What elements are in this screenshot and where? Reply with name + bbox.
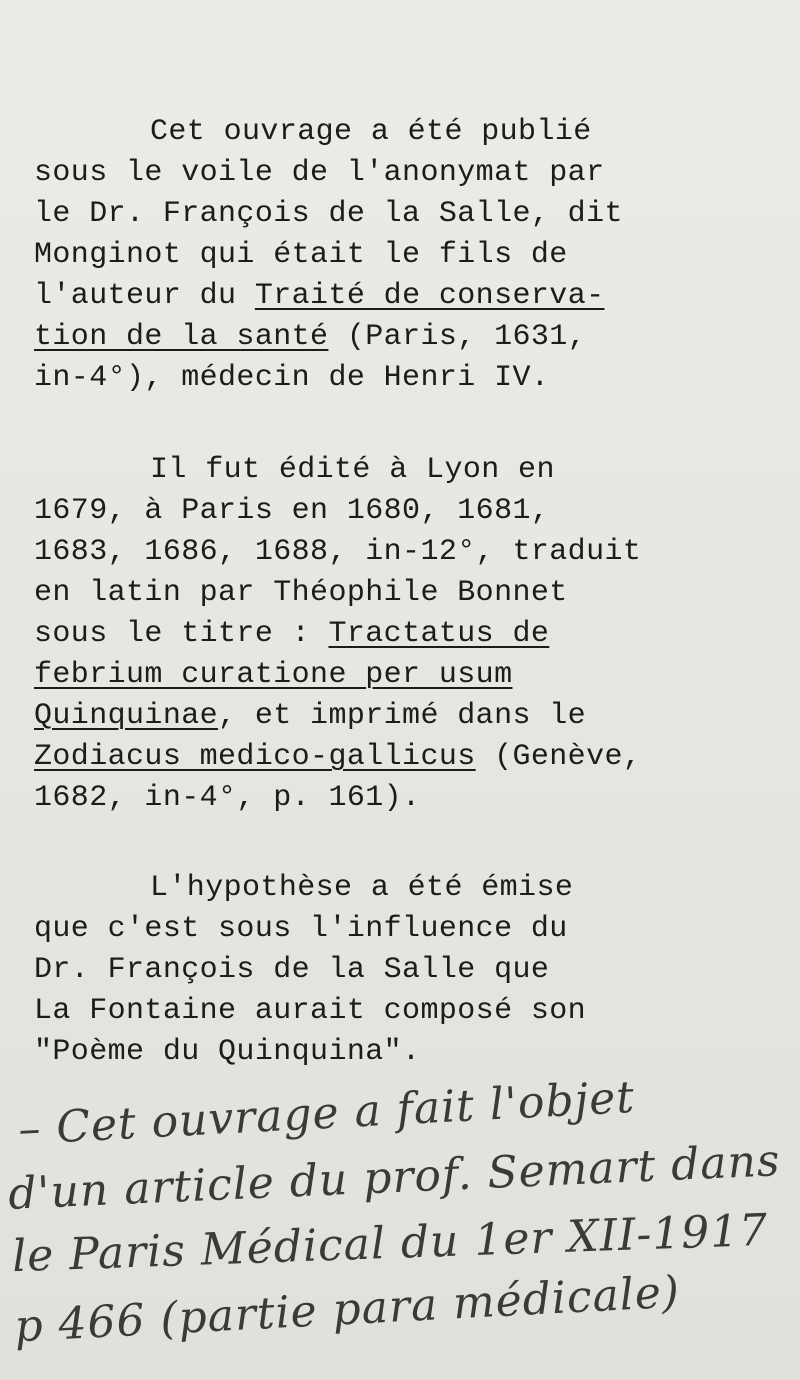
text-segment: le Dr. François de la Salle, dit bbox=[34, 197, 623, 231]
text-line bbox=[34, 573, 568, 614]
underlined-title: Zodiacus medico-gallicus bbox=[34, 740, 476, 774]
text-segment: en latin par Théophile Bonnet bbox=[34, 576, 568, 610]
underlined-title: tion de la santé bbox=[34, 320, 329, 354]
text-line bbox=[34, 491, 549, 532]
text-segment: La Fontaine aurait composé son bbox=[34, 994, 587, 1028]
text-line bbox=[34, 194, 623, 235]
handwritten-line: d'un article du prof. Semart dans bbox=[7, 1135, 782, 1220]
underlined-title: febrium curatione per usum bbox=[34, 658, 513, 692]
handwritten-note bbox=[0, 1071, 800, 1380]
text-segment: 1682, in-4°, p. 161). bbox=[34, 781, 421, 815]
text-line bbox=[34, 696, 586, 737]
handwritten-line: – Cet ouvrage a fait l'objet bbox=[17, 1071, 637, 1156]
text-line bbox=[34, 655, 512, 696]
text-line bbox=[150, 450, 555, 491]
text-segment: sous le voile de l'anonymat par bbox=[34, 156, 605, 190]
text-line bbox=[34, 950, 549, 991]
text-line bbox=[34, 1032, 420, 1073]
text-line bbox=[34, 778, 420, 819]
text-segment: 1683, 1686, 1688, in-12°, traduit bbox=[34, 535, 642, 569]
text-line bbox=[34, 991, 586, 1032]
text-segment: L'hypothèse a été émise bbox=[150, 871, 574, 905]
text-segment: l'auteur du bbox=[34, 279, 255, 313]
text-line bbox=[34, 153, 605, 194]
text-line bbox=[34, 317, 586, 358]
text-segment: Dr. François de la Salle que bbox=[34, 953, 550, 987]
text-line bbox=[34, 276, 605, 317]
text-segment: 1679, à Paris en 1680, 1681, bbox=[34, 494, 550, 528]
text-segment: Monginot qui était le fils de bbox=[34, 238, 568, 272]
text-line bbox=[34, 614, 549, 655]
text-segment: "Poème du Quinquina". bbox=[34, 1035, 421, 1069]
text-line bbox=[34, 909, 568, 950]
underlined-title: Quinquinae bbox=[34, 699, 219, 733]
underlined-title: Tractatus de bbox=[328, 617, 550, 651]
text-line bbox=[34, 358, 549, 399]
text-segment: Il fut édité à Lyon en bbox=[150, 453, 555, 487]
text-segment: (Paris, 1631, bbox=[328, 320, 587, 354]
text-segment: in-4°), médecin de Henri IV. bbox=[34, 361, 550, 395]
text-segment: sous le titre : bbox=[34, 617, 329, 651]
text-line bbox=[34, 532, 641, 573]
text-segment: (Genève, bbox=[475, 740, 642, 774]
text-segment: , et imprimé dans le bbox=[218, 699, 587, 733]
text-line bbox=[150, 868, 573, 909]
text-segment: que c'est sous l'influence du bbox=[34, 912, 568, 946]
text-line bbox=[150, 112, 592, 153]
text-segment: Cet ouvrage a été publié bbox=[150, 115, 592, 149]
text-line bbox=[34, 737, 641, 778]
text-line bbox=[34, 235, 568, 276]
handwritten-line: le Paris Médical du 1er XII-1917 bbox=[11, 1204, 770, 1283]
underlined-title: Traité de conserva- bbox=[254, 279, 605, 313]
handwritten-line: p 466 (partie para médicale) bbox=[13, 1266, 682, 1353]
